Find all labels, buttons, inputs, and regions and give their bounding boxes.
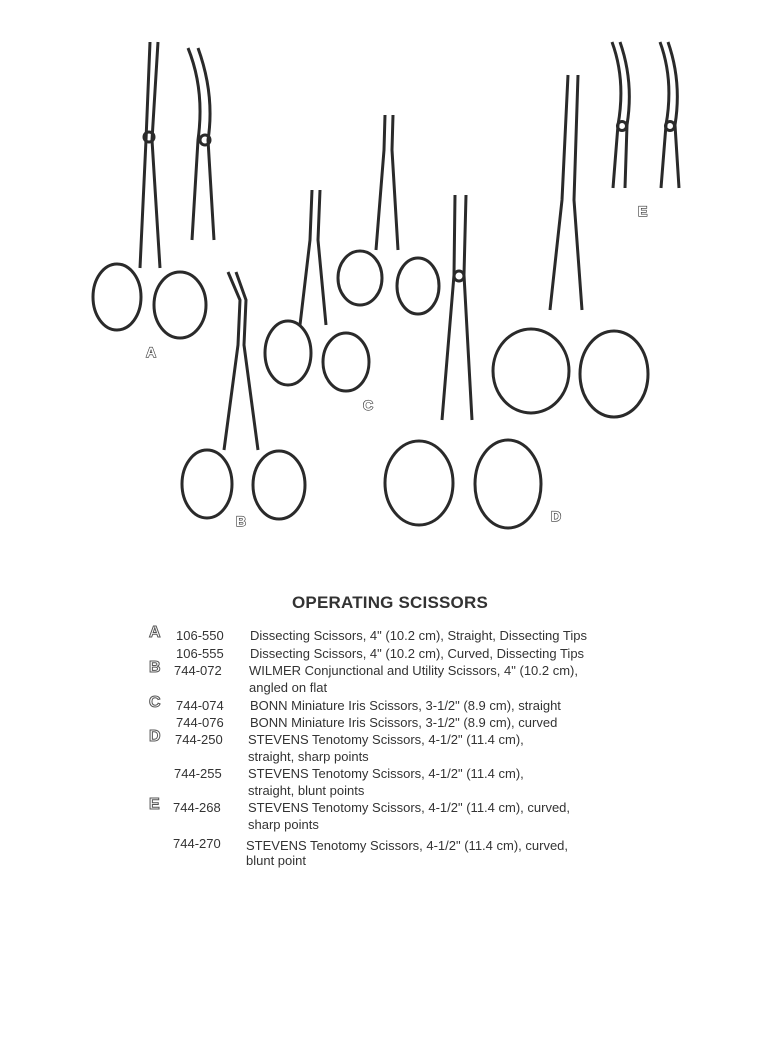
item-description: STEVENS Tenotomy Scissors, 4-1/2" (11.4 cm), curved, (246, 838, 569, 853)
figure-label-c: C (363, 397, 374, 413)
item-letter: D (149, 728, 161, 745)
item-code: 744-250 (175, 732, 223, 747)
item-description: WILMER Conjunctional and Utility Scissors, 4" (10.2 cm), (249, 663, 578, 678)
item-letter: E (149, 796, 160, 813)
page-title: OPERATING SCISSORS (292, 593, 488, 612)
item-description-cont: angled on flat (249, 680, 328, 695)
item-code: 744-270 (173, 836, 221, 851)
item-description-cont: sharp points (248, 817, 319, 832)
item-code: 744-076 (176, 715, 224, 730)
item-description: Dissecting Scissors, 4" (10.2 cm), Straight, Dissecting Tips (250, 628, 587, 643)
item-description-cont: blunt point (246, 853, 306, 868)
item-description: STEVENS Tenotomy Scissors, 4-1/2" (11.4 cm), curved, (248, 800, 571, 815)
item-letter: C (149, 694, 161, 711)
figure-label-a: A (146, 344, 157, 360)
item-letter: B (149, 659, 161, 676)
item-code: 744-255 (174, 766, 222, 781)
item-code: 744-072 (174, 663, 222, 678)
item-description: Dissecting Scissors, 4" (10.2 cm), Curved, Dissecting Tips (250, 646, 585, 661)
item-code: 744-074 (176, 698, 224, 713)
item-description-cont: straight, blunt points (248, 783, 365, 798)
figure-label-e: E (638, 203, 648, 219)
item-code: 106-555 (176, 646, 224, 661)
figure-label-d: D (551, 508, 562, 524)
item-description: STEVENS Tenotomy Scissors, 4-1/2" (11.4 cm), (248, 732, 524, 747)
item-code: 106-550 (176, 628, 224, 643)
item-code: 744-268 (173, 800, 221, 815)
item-description: BONN Miniature Iris Scissors, 3-1/2" (8.9 cm), straight (250, 698, 561, 713)
figure-label-b: B (236, 513, 247, 529)
item-letter: A (149, 624, 161, 641)
item-description-cont: straight, sharp points (248, 749, 369, 764)
item-description: BONN Miniature Iris Scissors, 3-1/2" (8.9 cm), curved (250, 715, 558, 730)
item-description: STEVENS Tenotomy Scissors, 4-1/2" (11.4 cm), (248, 766, 524, 781)
